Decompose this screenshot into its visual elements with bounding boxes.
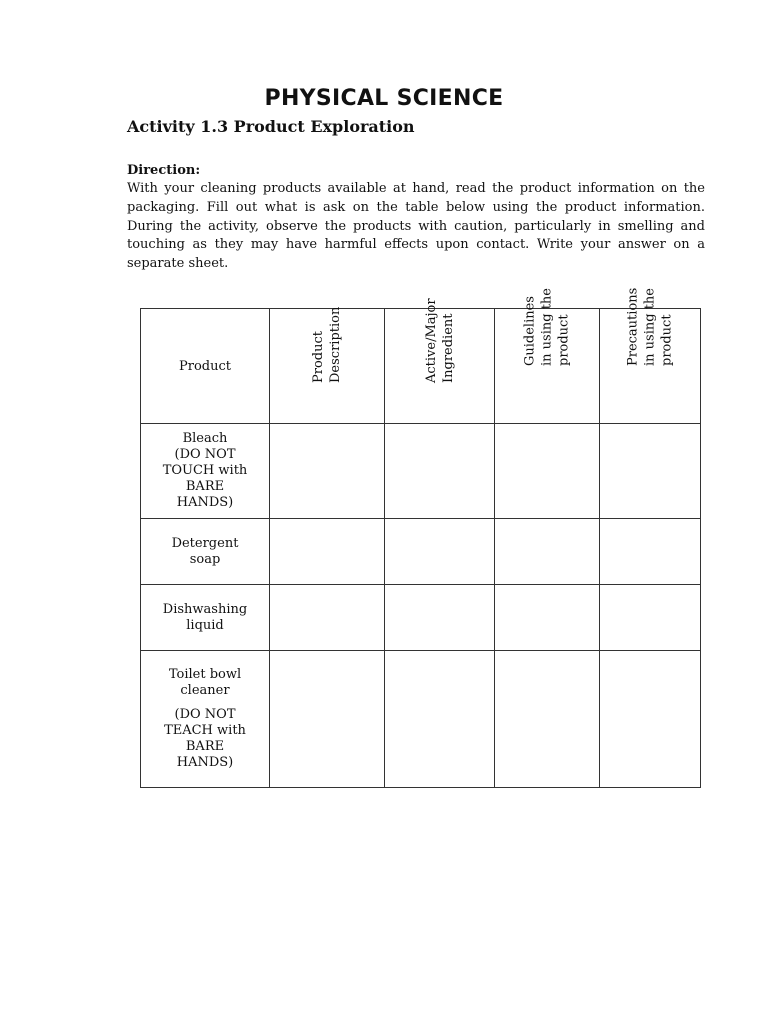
product-name-line: (DO NOT: [174, 447, 236, 462]
column-header-active-ingredient: [385, 298, 495, 424]
answer-cell: [270, 585, 385, 651]
product-name-line: Detergent: [171, 535, 239, 551]
column-header-label: Guidelines in using the product: [522, 288, 572, 366]
column-header-precautions: [600, 287, 701, 424]
product-name-cell: [141, 519, 270, 585]
column-header-label: Product Description: [311, 306, 343, 383]
answer-cell: [495, 519, 600, 585]
answer-cell: [385, 519, 495, 585]
answer-cell: [270, 651, 385, 788]
table-row: [141, 424, 701, 519]
answer-cell: [495, 585, 600, 651]
column-header-product-description: [270, 306, 385, 424]
product-name-line: TEACH with: [164, 723, 246, 738]
product-name-line: Toilet bowl: [168, 667, 242, 682]
answer-cell: [385, 424, 495, 519]
table-header-row: [141, 309, 701, 424]
product-name-line: HANDS): [176, 755, 234, 770]
answer-cell: [495, 424, 600, 519]
product-name-line: BARE: [185, 739, 225, 754]
page-title: PHYSICAL SCIENCE: [264, 86, 504, 111]
answer-cell: [600, 424, 701, 519]
product-name-line: HANDS): [176, 495, 234, 510]
column-header-label: Precautions in using the product: [625, 287, 675, 366]
product-name-line: TOUCH with: [162, 463, 248, 478]
line-spacer: [141, 699, 269, 707]
table-row: [141, 651, 701, 788]
answer-cell: [270, 424, 385, 519]
product-name-cell: [141, 651, 270, 788]
product-name-line: Bleach: [182, 431, 228, 446]
product-name-line: (DO NOT: [174, 707, 236, 722]
product-name-cell: [141, 424, 270, 519]
product-name-cell: [141, 585, 270, 651]
product-name-line: Dishwashing: [162, 601, 248, 617]
column-header-label: Active/Major Ingredient: [423, 298, 456, 383]
answer-cell: [495, 651, 600, 788]
activity-title: Activity 1.3 Product Exploration: [127, 117, 415, 136]
product-name-line: cleaner: [180, 683, 230, 698]
column-header-guidelines: [495, 288, 600, 424]
answer-cell: [600, 519, 701, 585]
table-row: [141, 519, 701, 585]
answer-cell: [385, 585, 495, 651]
column-header-product: Product: [141, 309, 270, 424]
product-name-line: soap: [189, 551, 221, 567]
answer-cell: [600, 585, 701, 651]
product-name-line: liquid: [186, 617, 224, 633]
direction-text: With your cleaning products available at hand, read the product information on the packaging. Fill out what is ask on the table below using the product information. During the activity, observe the products with caution, particularly in smelling and touching as they may have harmful effects upon contact. Write your answer on a separate sheet.: [127, 181, 705, 272]
product-name-line: BARE: [185, 479, 225, 494]
direction-label: Direction:: [127, 163, 201, 178]
product-table: [140, 287, 701, 788]
answer-cell: [600, 651, 701, 788]
answer-cell: [385, 651, 495, 788]
table-row: [141, 585, 701, 651]
answer-cell: [270, 519, 385, 585]
